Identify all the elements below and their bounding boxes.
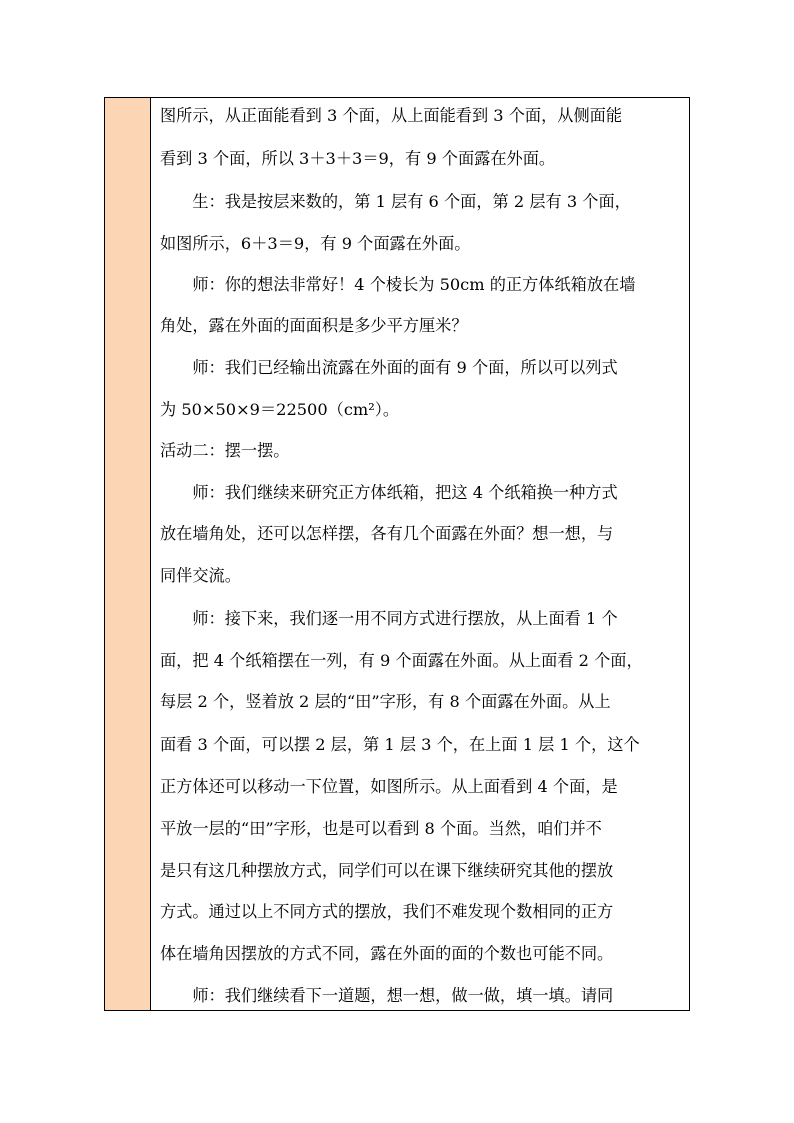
text-line: 图所示，从正面能看到 3 个面，从上面能看到 3 个面，从侧面能 [160, 106, 623, 125]
text-line: 如图所示，6＋3＝9，有 9 个面露在外面。 [160, 234, 471, 253]
text-line: 看到 3 个面，所以 3＋3＋3＝9，有 9 个面露在外面。 [160, 149, 556, 168]
text-line: 是只有这几种摆放方式，同学们可以在课下继续研究其他的摆放 [160, 861, 614, 880]
shaded-side-cell [105, 98, 151, 1010]
text-line: 生：我是按层来数的，第 1 层有 6 个面，第 2 层有 3 个面， [160, 192, 631, 211]
text-line: 体在墙角因摆放的方式不同，露在外面的面的个数也可能不同。 [160, 944, 614, 963]
text-line: 师：接下来，我们逐一用不同方式进行摆放，从上面看 1 个 [160, 609, 618, 628]
text-line: 方式。通过以上不同方式的摆放，我们不难发现个数相同的正方 [160, 902, 614, 921]
text-line: 同伴交流。 [160, 566, 241, 585]
text-line: 平放一层的“田”字形，也是可以看到 8 个面。当然，咱们并不 [160, 819, 602, 838]
text-line: 放在墙角处，还可以怎样摆，各有几个面露在外面？想一想，与 [160, 524, 614, 543]
text-line: 活动二：摆一摆。 [160, 441, 290, 460]
text-line: 面看 3 个面，可以摆 2 层，第 1 层 3 个，在上面 1 层 1 个，这个 [160, 735, 640, 754]
text-line: 为 50×50×9＝22500（cm²）。 [160, 400, 400, 419]
text-line: 面，把 4 个纸箱摆在一列，有 9 个面露在外面。从上面看 2 个面， [160, 651, 643, 670]
text-line: 师：我们继续看下一道题，想一想，做一做，填一填。请同 [160, 986, 614, 1005]
text-line: 师：我们继续来研究正方体纸箱，把这 4 个纸箱换一种方式 [160, 483, 618, 502]
text-line: 每层 2 个，竖着放 2 层的“田”字形，有 8 个面露在外面。从上 [160, 692, 611, 711]
text-line: 角处，露在外面的面面积是多少平方厘米？ [160, 316, 468, 335]
text-line: 正方体还可以移动一下位置，如图所示。从上面看到 4 个面，是 [160, 777, 618, 796]
text-line: 师：你的想法非常好！4 个棱长为 50cm 的正方体纸箱放在墙 [160, 275, 636, 294]
text-line: 师：我们已经输出流露在外面的面有 9 个面，所以可以列式 [160, 358, 618, 377]
